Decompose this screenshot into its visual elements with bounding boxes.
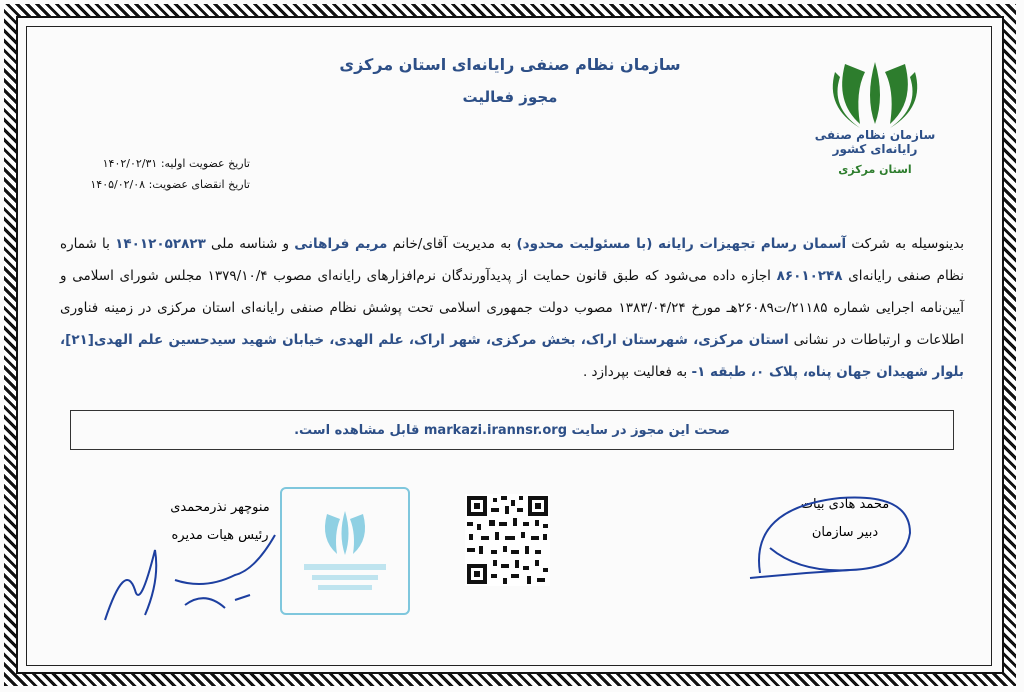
secretary-signature-icon: [740, 478, 940, 588]
first-membership-date: تاریخ عضویت اولیه: ۱۴۰۲/۰۲/۳۱: [102, 157, 250, 170]
verify-pre: صحت این مجوز در سایت: [571, 422, 730, 438]
secretary-role: دبیر سازمان: [811, 525, 879, 540]
verification-box: [70, 410, 954, 450]
text-part-5: اجازه داده می‌شود که طبق قانون حمایت از پدیدآورندگان نرم‌افزارهای رایانه‌ای مصوب ۱۳۷۹/۱۰/۴ مجلس شورای اسلامی و آیین‌نامه اجرایی شماره ۲۱۱۸۵/ت۲۶۰۸۹هـ مورخ ۱۳۸۳/۰۴/۲۴ مصوب دولت جمهوری اسلامی تحت پوشش نظام صنفی رایانه‌ای استان مرکزی در زمینه فناوری اطلاعات و ارتباطات در نشانی: [60, 268, 965, 348]
qr-code-icon[interactable]: [465, 494, 550, 586]
official-stamp: [280, 487, 410, 615]
expiry-membership-date: تاریخ انقضای عضویت: ۱۴۰۵/۰۲/۰۸: [90, 178, 250, 191]
chairman-signature-icon: [85, 520, 285, 630]
text-part-6: به فعالیت بپردازد .: [582, 364, 692, 380]
secretary-name: محمد هادی بیات: [800, 497, 890, 512]
header-title: سازمان نظام صنفی رایانه‌ای استان مرکزی: [339, 55, 681, 74]
address: استان مرکزی، شهرستان اراک، بخش مرکزی، شهر اراک، علم الهدی، خیابان شهید سیدحسین علم الهدی[۲۱]، بلوار شهیدان جهان پناه، پلاک ۰، طبقه ۱-: [60, 332, 964, 380]
text-part-1: بدینوسیله به شرکت: [846, 236, 964, 252]
verify-post: قابل مشاهده است.: [294, 422, 420, 438]
logo-text: سازمان نظام صنفی رایانه‌ای کشور: [814, 128, 936, 156]
verify-site-link[interactable]: markazi.irannsr.org: [423, 422, 568, 438]
manager-name: مریم فراهانی: [294, 236, 388, 252]
stamp-logo-icon: [282, 489, 408, 613]
national-id: ۱۴۰۱۲۰۵۲۸۲۳: [115, 236, 206, 252]
text-part-3: و شناسه ملی: [205, 236, 295, 252]
company-name: آسمان رسام تجهیزات رایانه (با مسئولیت محدود): [516, 236, 847, 252]
text-part-4: با شماره نظام صنفی رایانه‌ای: [60, 236, 964, 284]
certificate-text: [60, 228, 964, 388]
chairman-name: منوچهر نذرمحمدی: [170, 500, 270, 515]
chairman-role: رئیس هیات مدیره: [171, 528, 269, 543]
membership-dates: [70, 157, 250, 199]
logo-subtext: استان مرکزی: [838, 163, 912, 176]
header-subtitle: مجوز فعالیت: [462, 88, 558, 106]
nezam-number: ۸۶۰۱۰۲۴۸: [776, 268, 843, 284]
text-part-2: به مدیریت آقای/خانم: [387, 236, 517, 252]
